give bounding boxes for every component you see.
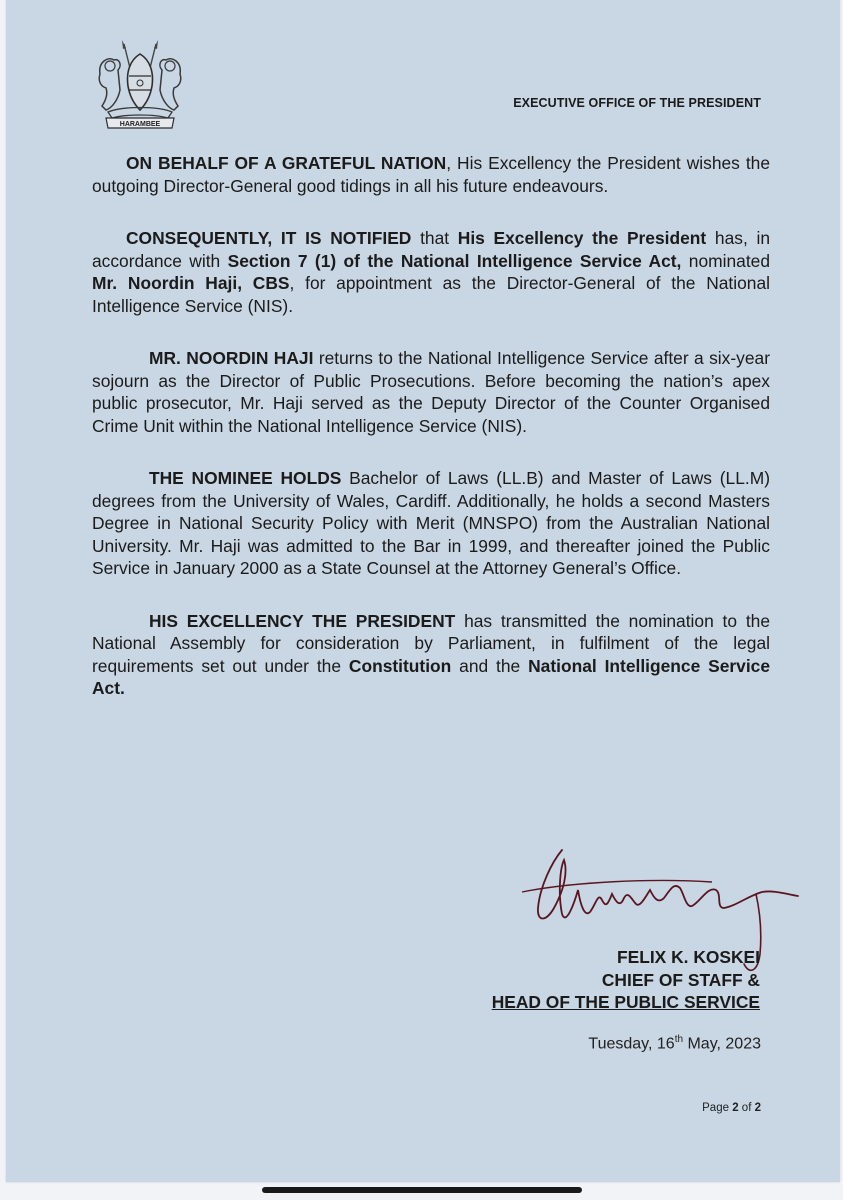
- document-date: Tuesday, 16th May, 2023: [588, 1034, 761, 1053]
- signatory-name: FELIX K. KOSKEI: [616, 947, 760, 967]
- office-heading: EXECUTIVE OFFICE OF THE PRESIDENT: [513, 96, 761, 110]
- signatory-title: CHIEF OF STAFF &: [601, 969, 760, 990]
- page-number: Page 2 of 2: [702, 1102, 761, 1114]
- paragraph-background: MR. NOORDIN HAJI returns to the National Intelligence Service after a six-year sojourn as the Director of Public Prosecutions. Before becoming the nation’s apex public prosecutor, Mr. Haji served as the Deputy Director of the Counter Organised Crime Unit within the National Intelligence Service (NIS).: [92, 348, 770, 436]
- document-page: [6, 0, 840, 1182]
- paragraph-nomination: CONSEQUENTLY, IT IS NOTIFIED that His Excellency the President has, in accordance with Section 7 (1) of the National Intelligence Service Act, nominated Mr. Noordin Haji, CBS, for appointment as the Director-General of the National Intelligence Service (NIS).: [92, 228, 771, 316]
- home-indicator[interactable]: [262, 1187, 582, 1193]
- signatory-block: [492, 946, 760, 1014]
- kenya-coat-of-arms-icon: [88, 38, 192, 130]
- document-body: [92, 152, 770, 730]
- motto-text: HARAMBEE: [119, 121, 161, 128]
- paragraph-transmission: HIS EXCELLENCY THE PRESIDENT has transmitted the nomination to the National Assembly for consideration by Parliament, in fulfilment of the legal requirements set out under the Constitution and the National Intelligence Service Act.: [92, 610, 771, 698]
- signatory-office: HEAD OF THE PUBLIC SERVICE: [491, 992, 760, 1012]
- paragraph-farewell: ON BEHALF OF A GRATEFUL NATION, His Excellency the President wishes the outgoing Director-General good tidings in all his future endeavours.: [92, 153, 770, 196]
- paragraph-qualifications: THE NOMINEE HOLDS Bachelor of Laws (LL.B) and Master of Laws (LL.M) degrees from the University of Wales, Cardiff. Additionally, he holds a second Masters Degree in National Security Policy with Merit (MNSPO) from the Australian National University. Mr. Haji was admitted to the Bar in 1999, and thereafter joined the Public Service in January 2000 as a State Counsel at the Attorney General’s Office.: [92, 468, 770, 578]
